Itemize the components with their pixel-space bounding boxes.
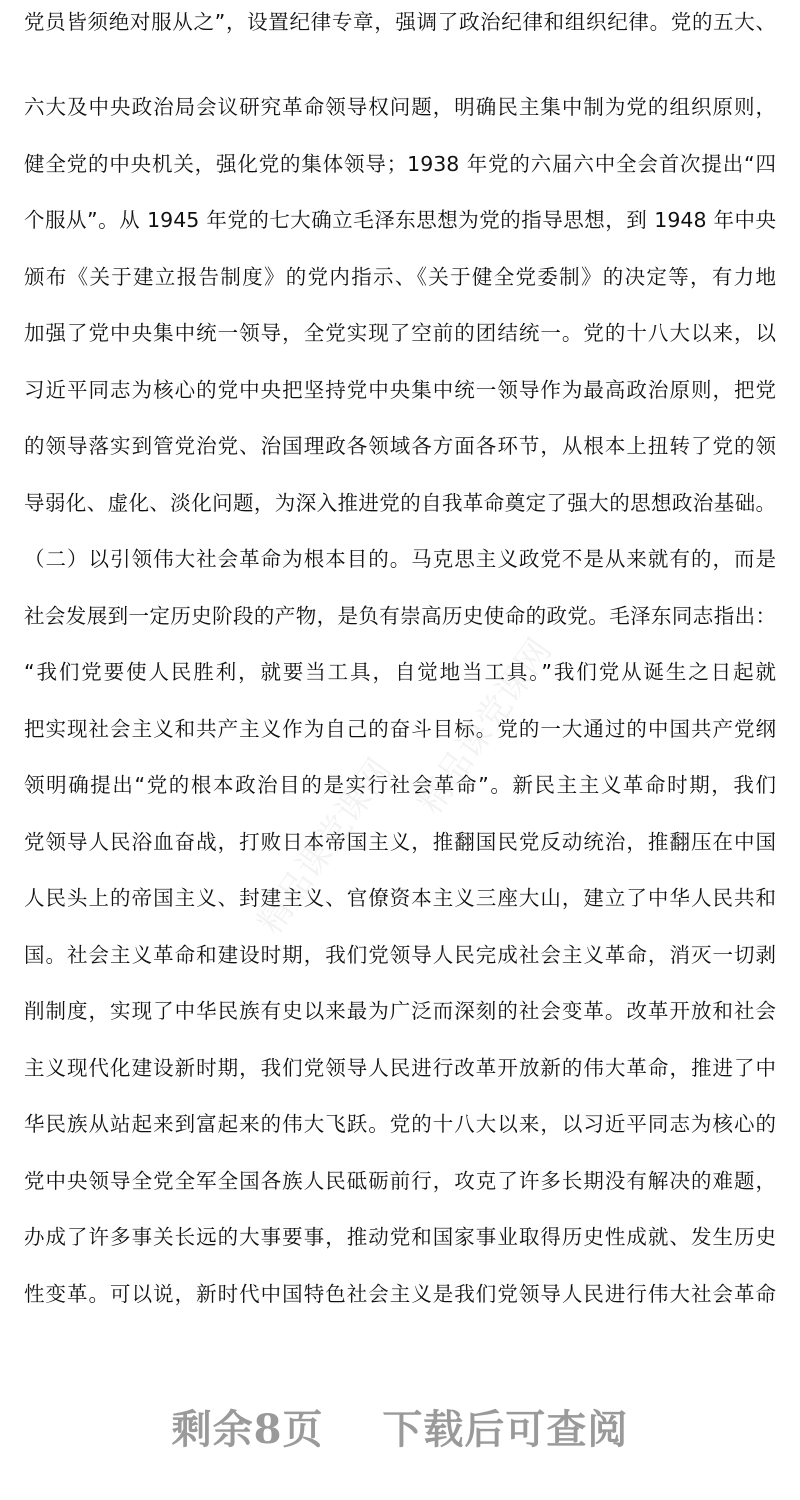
- text-line: 领明确提出“党的根本政治目的是实行社会革命”。新民主主义革命时期，我们: [24, 773, 776, 797]
- text-line: 主义现代化建设新时期，我们党领导人民进行改革开放新的伟大革命，推进了中: [24, 1055, 776, 1080]
- watermark: 精品课党课网: [409, 631, 560, 822]
- text-line: 习近平同志为核心的党中央把坚持党中央集中统一领导作为最高政治原则，把党: [24, 377, 776, 402]
- text-line: 削制度，实现了中华民族有史以来最为广泛而深刻的社会变革。改革开放和社会: [24, 999, 776, 1023]
- text-line: （二）以引领伟大社会革命为根本目的。马克思主义政党不是从来就有的，而是: [24, 547, 776, 571]
- text-line: 党领导人民浴血奋战，打败日本帝国主义，推翻国民党反动统治，推翻压在中国: [24, 829, 776, 854]
- text-line: 办成了许多事关长远的大事要事，推动党和国家事业取得历史性成就、发生历史: [24, 1225, 776, 1249]
- download-to-view-text: 下载后可查阅: [382, 1406, 629, 1453]
- text-line: 华民族从站起来到富起来的伟大飞跃。党的十八大以来，以习近平同志为核心的: [24, 1112, 776, 1136]
- text-line: 把实现社会主义和共产主义作为自己的奋斗目标。党的一大通过的中国共产党纲: [24, 716, 776, 741]
- text-line: 性变革。可以说，新时代中国特色社会主义是我们党领导人民进行伟大社会革命: [24, 1281, 776, 1306]
- text-line: 党员皆须绝对服从之”，设置纪律专章，强调了政治纪律和组织纪律。党的五大、: [24, 10, 776, 34]
- watermark: 精品课党课网: [249, 751, 400, 942]
- download-prompt[interactable]: [0, 1398, 800, 1455]
- text-line: 导弱化、虚化、淡化问题，为深入推进党的自我革命奠定了强大的思想政治基础。: [24, 490, 776, 515]
- text-line: 加强了党中央集中统一领导，全党实现了空前的团结统一。党的十八大以来，以: [24, 321, 776, 345]
- text-line: 国。社会主义革命和建设时期，我们党领导人民完成社会主义革命，消灭一切剥: [24, 942, 776, 967]
- text-line: 个服从”。从 1945 年党的七大确立毛泽东思想为党的指导思想，到 1948 年中央: [24, 208, 776, 232]
- text-line: 健全党的中央机关，强化党的集体领导；1938 年党的六届六中全会首次提出“四: [24, 151, 776, 176]
- remaining-pages-text: 剩余8页: [171, 1406, 324, 1453]
- text-line: 颁布《关于建立报告制度》的党内指示、《关于健全党委制》的决定等，有力地: [24, 264, 776, 289]
- text-line: 六大及中央政治局会议研究革命领导权问题，明确民主集中制为党的组织原则，: [24, 95, 776, 119]
- text-line: 社会发展到一定历史阶段的产物，是负有崇高历史使命的政党。毛泽东同志指出：: [24, 603, 776, 628]
- text-line: 的领导落实到管党治党、治国理政各领域各方面各环节，从根本上扭转了党的领: [24, 434, 776, 458]
- text-line: 党中央领导全党全军全国各族人民砥砺前行，攻克了许多长期没有解决的难题，: [24, 1168, 776, 1193]
- text-line: “我们党要使人民胜利，就要当工具，自觉地当工具。”我们党从诞生之日起就: [24, 660, 776, 684]
- text-line: 人民头上的帝国主义、封建主义、官僚资本主义三座大山，建立了中华人民共和: [24, 886, 776, 910]
